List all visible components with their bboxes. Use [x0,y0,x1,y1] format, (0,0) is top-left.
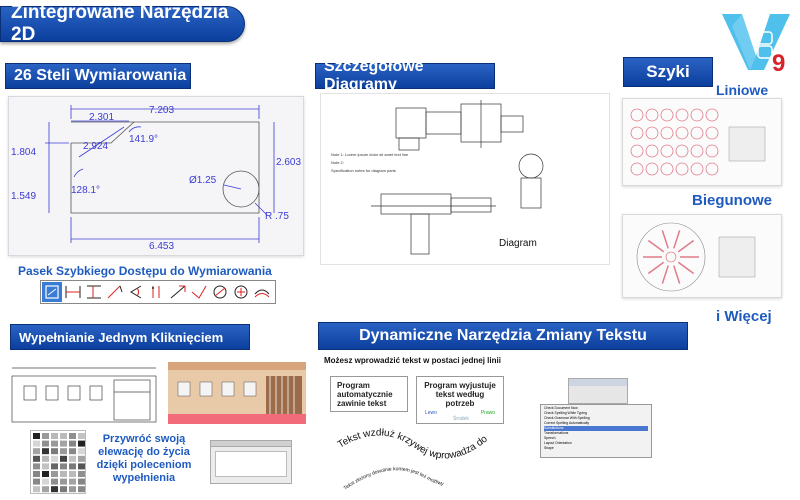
arc-length-dim-icon[interactable] [252,282,272,302]
menu-item-shape[interactable]: Shape [544,446,554,450]
fill-caption [88,433,200,485]
spelling-menu [540,404,652,458]
text-tools-title: Dynamiczne Narzędzia Zmiany Tekstu [359,327,647,344]
arrays-polar-label: Biegunowe [692,192,773,209]
dim-angle-top: 141.9° [129,134,159,145]
dim-left-top: 1.804 [11,147,37,158]
dimension-toolbar-label: Pasek Szybkiego Dostępu do Wymiarowania [18,264,272,278]
vertical-dim-icon[interactable] [84,282,104,302]
single-line-text-sample: Możesz wprowadzić tekst w postaci jednej linii [324,356,501,365]
justify-text-box [416,376,504,424]
dim-left-bottom: 1.549 [11,191,37,202]
radius-dim-icon[interactable] [189,282,209,302]
menu-item-correct-auto[interactable]: Correct Spelling Automatically [544,421,590,425]
menu-item-check-typing[interactable]: Check Spelling While Typing [544,411,587,415]
dimension-toolbar [40,280,276,304]
elevation-filled-preview [168,358,306,426]
curved-text-bottom: Tekst złożony dowolnie kontem jest też możliwy [342,466,445,492]
horizontal-dim-icon[interactable] [63,282,83,302]
polar-array-preview [622,214,782,298]
dim-radius: R .75 [265,211,289,222]
fill-caption-line-1: Przywróć swoją [102,433,186,445]
diagrams-title: Szczegółowe Diagramy [324,58,424,93]
dim-diag: 2.924 [83,141,109,152]
main-title-banner [0,2,245,45]
angular-dim-icon[interactable] [126,282,146,302]
justify-center-label: Środek [453,416,469,422]
diagram-note-2: Note 2: [331,160,344,165]
dimension-select-icon[interactable] [42,282,62,302]
dim-angle-bottom: 128.1° [71,185,101,196]
justify-text-title: Program wyjustuje tekst według potrzeb [424,381,496,408]
array-dialog-thumb [729,127,765,161]
fill-section-title [10,324,250,350]
fill-dialog-thumb [210,440,292,484]
menu-item-substitutions[interactable]: Substitutions [544,426,648,431]
dim-bottom: 6.453 [149,241,175,252]
wrap-text-box: Program automatycznie zawinie tekst [330,376,408,412]
linear-array-drawing [623,99,783,187]
ordinate-dim-icon[interactable] [147,282,167,302]
diagram-note-3: Specification notes for diagram parts [331,168,396,173]
linear-array-preview [622,98,782,186]
menu-item-check-now[interactable]: Check Document Now [544,406,578,410]
diameter-dim-icon[interactable] [210,282,230,302]
menu-item-transformations[interactable]: Transformations [544,431,569,435]
fill-caption-line-2: elewację do życia [98,446,190,458]
curved-text-drawing [330,418,500,498]
dimensioning-title: 26 Steli Wymiarowania [14,67,187,84]
diagram-drawing [321,94,611,266]
justify-right-label: Prawo [480,410,495,416]
fill-caption-line-4: wypełnienia [112,472,176,484]
curved-text-sample [330,418,500,498]
dim-right: 2.603 [276,157,302,168]
diagram-panel [320,93,610,265]
hatch-pattern-palette [30,430,86,494]
curved-text-top: Tekst wzdłuż krzywej wprowadza do [335,427,490,462]
dimension-drawing-panel [8,96,304,256]
dim-circle: Ø1.25 [189,175,217,186]
menu-item-check-grammar[interactable]: Check Grammar With Spelling [544,416,590,420]
svg-text:Tekst wzdłuż krzywej wprowadza [330,418,490,461]
text-menu-screenshot [540,378,652,458]
diagram-caption: Diagram [499,238,537,249]
diagrams-section-title [315,58,495,93]
svg-text:Tekst złożony dowolnie kontem [343,466,445,491]
elevation-outline-preview [10,358,158,426]
center-mark-icon[interactable] [231,282,251,302]
dim-top-total: 7.203 [149,105,175,116]
polar-array-drawing [623,215,783,299]
hatch-pattern-grid [31,431,87,495]
text-tools-section-title [318,322,688,350]
elevation-outline-drawing [10,358,158,426]
arrays-title: Szyki [646,62,690,81]
diagram-note-1: Note 1: Lorem ipsum dolor sit amet text line [331,152,409,157]
arrays-more-label: i Więcej [716,308,772,325]
dim-top-part: 2.301 [89,112,115,123]
justify-left-label: Lewo [425,410,437,416]
arrays-linear-label: Liniowe [716,82,769,98]
app-logo [720,8,792,78]
fill-caption-line-3: dzięki poleceniom [96,459,192,471]
aligned-dim-icon[interactable] [105,282,125,302]
menu-item-speech[interactable]: Speech [544,436,556,440]
menu-item-layout[interactable]: Layout Orientation [544,441,572,445]
baseline-dim-icon[interactable] [168,282,188,302]
logo-version: 9 [772,50,786,77]
elevation-filled-drawing [168,358,306,426]
menu-toolbar-thumb [568,378,628,404]
dimensioning-section-title [5,63,191,89]
arrays-section-title [623,57,713,87]
main-title: Zintegrowane Narzędzia 2D [11,2,229,45]
fill-title: Wypełnianie Jednym Kliknięciem [19,329,224,345]
dimension-drawing [9,97,305,257]
